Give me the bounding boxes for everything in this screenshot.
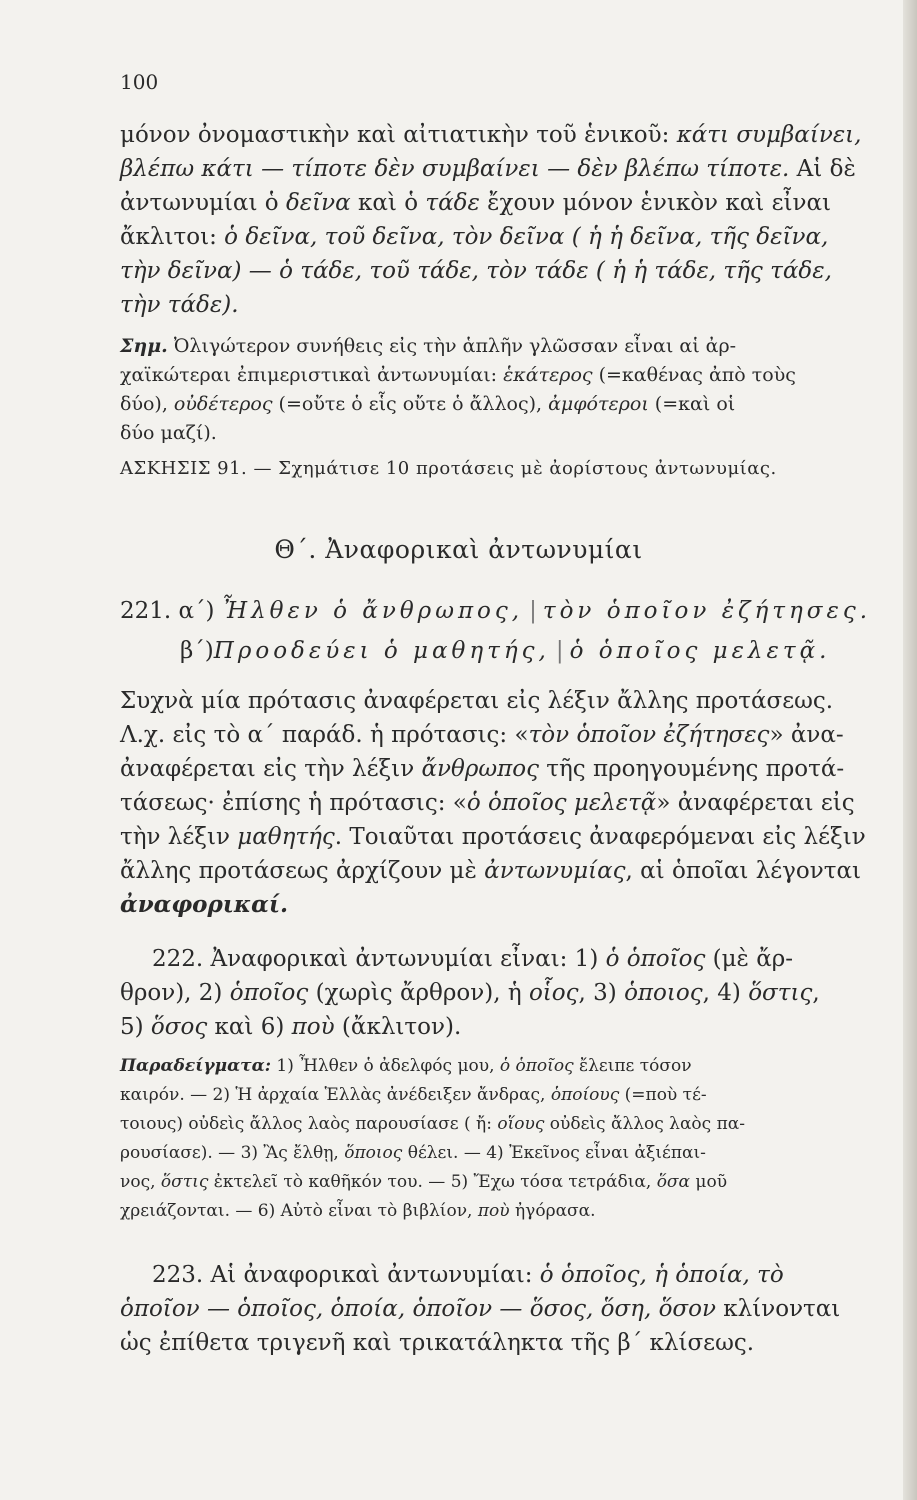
text-line: ἀναφορικαί. [120,891,289,918]
page-number: 100 [120,70,159,94]
paragraph-223 [120,1258,880,1360]
section-heading: Θ΄. Ἀναφορικαὶ ἀντωνυμίαι [274,535,643,564]
note-paragraph [120,332,880,448]
text-line: ἀναφέρεται εἰς τὴν λέξιν ἄνθρωπος τῆς προηγουμένης προτά- [120,756,845,782]
example-line: β΄)Προοδεύει ὁ μαθητής, | ὁ ὁποῖος μελετᾷ. [180,638,831,664]
text-line: ἄκλιτοι: ὁ δεῖνα, τοῦ δεῖνα, τὸν δεῖνα ( ἡ ἡ δεῖνα, τῆς δεῖνα, [120,224,829,250]
text-line: Λ.χ. εἰς τὸ α΄ παράδ. ἡ πρότασις: «τὸν ὁποῖον ἐζήτησες» ἀνα- [120,722,844,748]
text-line: Συχνὰ μία πρότασις ἀναφέρεται εἰς λέξιν ἄλλης προτάσεως. [120,688,834,714]
text-line: δύο μαζί). [120,422,217,444]
intro-paragraph [120,118,880,322]
text-line: βλέπω κάτι — τίποτε δὲν συμβαίνει — δὲν βλέπω τίποτε. Αἱ δὲ [120,156,856,182]
text-line: τὴν τάδε). [120,292,239,318]
text-line: Παραδείγματα: 1) Ἦλθεν ὁ ἀδελφός μου, ὁ ὁποῖος ἔλειπε τόσον [120,1056,692,1076]
exercise-label: ΑΣΚΗΣΙΣ 91. [120,458,248,479]
exercise-line [120,452,880,486]
text-line: ἀντωνυμίαι ὁ δεῖνα καὶ ὁ τάδε ἔχουν μόνον ἑνικὸν καὶ εἶναι [120,190,832,216]
text-line: ρουσίασε). — 3) Ἂς ἔλθῃ, ὅποιος θέλει. — 4) Ἐκεῖνος εἶναι ἀξιέπαι- [120,1143,706,1163]
text-line: καιρόν. — 2) Ἡ ἀρχαία Ἑλλὰς ἀνέδειξεν ἄνδρας, ὁποίους (=ποὺ τέ- [120,1085,707,1105]
text-line: θρον), 2) ὁποῖος (χωρὶς ἄρθρον), ἡ οἷος, 3) ὁποιος, 4) ὅστις, [120,980,820,1006]
text-line: τὴν δεῖνα) — ὁ τάδε, τοῦ τάδε, τὸν τάδε ( ἡ ἡ τάδε, τῆς τάδε, [120,258,832,284]
example-line: 221. α΄) Ἦλθεν ὁ ἄνθρωπος, | τὸν ὁποῖον ἐζήτησες. [120,598,872,624]
paragraph-221 [120,684,880,922]
text-line: μόνον ὀνομαστικὴν καὶ αἰτιατικὴν τοῦ ἑνικοῦ: κάτι συμβαίνει, [120,122,862,148]
text-line: τοιους) οὐδεὶς ἄλλος λαὸς παρουσίασε ( ἤ: οἵους οὐδεὶς ἄλλος λαὸς πα- [120,1114,745,1134]
text-line: ἄλλης προτάσεως ἀρχίζουν μὲ ἀντωνυμίας, αἱ ὁποῖαι λέγονται [120,858,862,884]
text-line: χρειάζονται. — 6) Αὐτὸ εἶναι τὸ βιβλίον, ποὺ ἠγόρασα. [120,1201,596,1221]
text-line: ΑΣΚΗΣΙΣ 91. — Σχημάτισε 10 προτάσεις μὲ ἀορίστους ἀντωνυμίας. [120,458,777,479]
text-line: 222. Ἀναφορικαὶ ἀντωνυμίαι εἶναι: 1) ὁ ὁποῖος (μὲ ἄρ- [152,946,794,972]
text-line: τάσεως· ἐπίσης ἡ πρότασις: «ὁ ὁποῖος μελετᾷ» ἀναφέρεται εἰς [120,790,855,816]
note-label: Σημ. [120,335,168,357]
text-line: τὴν λέξιν μαθητής. Τοιαῦται προτάσεις ἀναφερόμεναι εἰς λέξιν [120,824,866,850]
text-line: 223. Αἱ ἀναφορικαὶ ἀντωνυμίαι: ὁ ὁποῖος, ἡ ὁποία, τὸ [152,1262,784,1288]
paragraph-222 [120,942,880,1044]
page-edge [903,0,917,1500]
examples-label: Παραδείγματα: [120,1056,271,1076]
text-line: 5) ὅσος καὶ 6) ποὺ (ἄκλιτον). [120,1014,462,1040]
text-line: ὁποῖον — ὁποῖος, ὁποία, ὁποῖον — ὅσος, ὅση, ὅσον κλίνονται [120,1296,841,1322]
text-line: Σημ. Ὀλιγώτερον συνήθεις εἰς τὴν ἁπλῆν γλῶσσαν εἶναι αἱ ἀρ- [120,335,737,357]
example-221 [120,594,880,668]
text-line: νος, ὅστις ἐκτελεῖ τὸ καθῆκόν του. — 5) Ἔχω τόσα τετράδια, ὅσα μοῦ [120,1172,728,1192]
text-line: ὡς ἐπίθετα τριγενῆ καὶ τρικατάληκτα τῆς β΄ κλίσεως. [120,1330,755,1356]
text-line: χαϊκώτεραι ἐπιμεριστικαὶ ἀντωνυμίαι: ἑκάτερος (=καθένας ἀπὸ τοὺς [120,364,796,386]
text-line: δύο), οὐδέτερος (=οὔτε ὁ εἷς οὔτε ὁ ἄλλος), ἀμφότεροι (=καὶ οἱ [120,393,736,415]
examples-paragraph [120,1052,880,1226]
